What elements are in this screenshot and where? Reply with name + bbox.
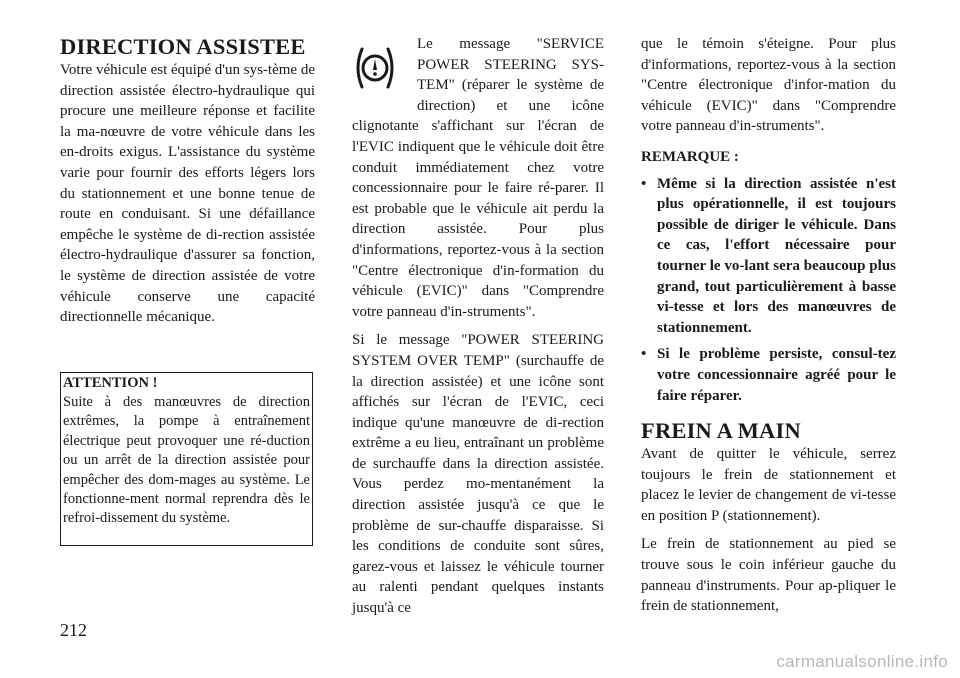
list-item: • Si le problème persiste, consul-tez votre concessionnaire agréé pour le faire réparer. <box>641 346 896 404</box>
list-item: • Même si la direction assistée n'est plus opérationnelle, il est toujours possible de diriger le véhicule. Dans ce cas, l'effort nécessaire pour tourner le vo-lant sera beaucoup plus grand, tout particulièrement à basse vi-tesse et lors des manœuvres de stationnement. <box>641 175 896 336</box>
watermark: carmanualsonline.info <box>776 652 948 671</box>
service-power-steering-paragraph: Le message "SERVICE POWER STEERING SYS-TEM" (réparer le système de direction) et une icône clignotante s'affichant sur l'écran de l'EVIC indiquent que le véhicule doit être conduit immédiatement chez votre concessionnaire pour le faire ré-parer. Il est probable que le véhicule ait perdu la direction assistée. Pour plus d'informations, reportez-vous à la section "Centre électronique d'in-formation du véhicule (EVIC)" dans "Comprendre votre panneau d'in-struments". <box>352 36 604 320</box>
section-heading-direction-assistee: DIRECTION ASSISTEE <box>60 34 306 59</box>
icon-float-spacer <box>352 34 417 116</box>
column-middle <box>352 34 604 619</box>
column-left <box>60 34 315 328</box>
section-heading-frein-a-main: FREIN A MAIN <box>641 418 801 444</box>
evic-continuation-paragraph: que le témoin s'éteigne. Pour plus d'informations, reportez-vous à la section "Centre électronique d'infor-mation du véhicule (EVIC)" dans "Comprendre votre panneau d'in-struments". <box>641 36 896 135</box>
direction-intro-paragraph: Votre véhicule est équipé d'un sys-tème de direction assistée électro-hydraulique qui procure une meilleure réponse et facilite la ma-nœuvre de votre véhicule dans les en-droits exigus. L'assistance du système varie pour fournir des efforts légers lors du stationnement et une bonne tenue de route en conduisant. Si une défaillance empêche le système de di-rection assistée électro-hydraulique d'assurer sa fonction, le système de direction assistée de votre véhicule conserve une capacité directionnelle mécanique. <box>60 62 315 326</box>
parking-brake-paragraph-1: Avant de quitter le véhicule, serrez toujours le frein de stationnement et placez le levier de changement de vi-tesse en position P (stationnement). <box>641 446 896 524</box>
remark-bullet-list <box>641 174 896 407</box>
column-right <box>641 34 896 617</box>
bullet-glyph: • <box>641 175 647 192</box>
parking-brake-paragraph-2: Le frein de stationnement au pied se trouve sous le coin inférieur gauche du panneau d'instruments. Pour ap-pliquer le frein de stationnement, <box>641 536 896 615</box>
warning-box <box>60 372 313 546</box>
warning-title: ATTENTION ! <box>63 375 158 391</box>
remark-label: REMARQUE : <box>641 148 739 165</box>
over-temp-paragraph: Si le message "POWER STEERING SYSTEM OVER TEMP" (surchauffe de la direction assistée) et une icône sont affichés sur l'écran de l'EVIC, ceci indique qu'une manœuvre de di-rection extrême a eu lieu, entraînant un problème de surchauffe dans la direction assistée. Vous perdez mo-mentanément la direction assistée jusqu'à ce que le problème de sur-chauffe disparaisse. Si les conditions de conduite sont sûres, garez-vous et laissez le véhicule tourner au ralenti pendant quelques instants jusqu'à ce <box>352 332 604 617</box>
page-number: 212 <box>60 620 87 640</box>
bullet-glyph: • <box>641 346 647 363</box>
warning-text: Suite à des manœuvres de direction extrêmes, la pompe à entraînement électrique peut provoquer une ré-duction ou un arrêt de la direction assistée pour empêcher des dom-mages au système. Le fonctionne-ment normal reprendra dès le refroi-dissement du système. <box>63 394 310 527</box>
